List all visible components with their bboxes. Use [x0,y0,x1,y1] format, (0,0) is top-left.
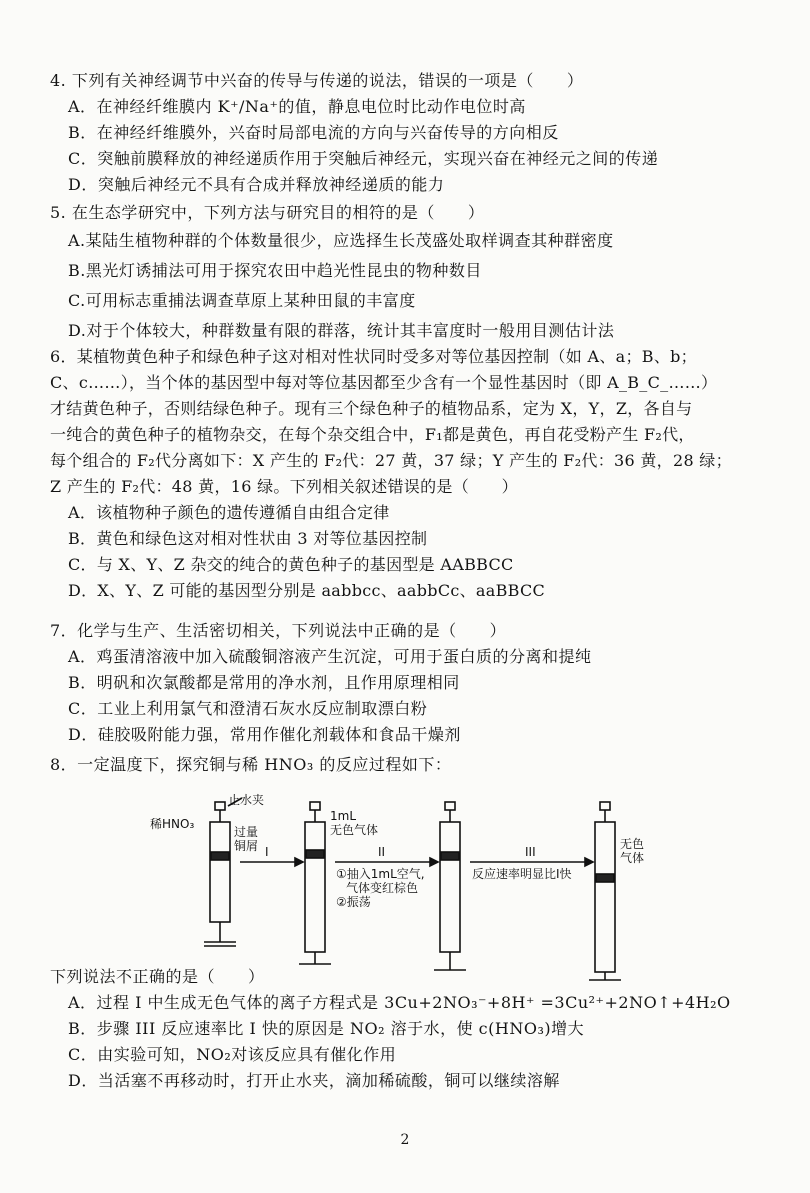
question-4-option-a: A．在神经纤维膜内 K⁺/Na⁺的值，静息电位时比动作电位时高 [68,97,526,116]
label-step-3-a: 反应速率明显比I快 [472,867,572,881]
label-step-3: III [525,845,536,859]
question-5 [50,200,770,344]
question-4-option-b: B．在神经纤维膜外，兴奋时局部电流的方向与兴奋传导的方向相反 [68,123,559,142]
question-5-option-a: A.某陆生植物种群的个体数量很少，应选择生长茂盛处取样调查其种群密度 [68,231,614,250]
question-6-line-5: 每个组合的 F₂代分离如下：X 产生的 F₂代：27 黄，37 绿；Y 产生的 F₂代：36 黄，28 绿； [50,451,732,470]
label-step-2-c: ②振荡 [336,895,371,909]
question-7-option-b: B．明矾和次氯酸都是常用的净水剂，且作用原理相同 [68,673,460,692]
question-8-option-c: C．由实验可知，NO₂对该反应具有催化作用 [68,1045,397,1064]
page-number: 2 [400,1132,410,1148]
question-6-option-a: A．该植物种子颜色的遗传遵循自由组合定律 [68,503,390,522]
label-final-1: 无色 [620,837,645,851]
label-clamp: 止水夹 [228,793,265,807]
question-7-stem: 7．化学与生产、生活密切相关，下列说法中正确的是（ ） [50,621,507,640]
question-8-prompt: 下列说法不正确的是（ ） [50,967,265,986]
question-8-option-d: D．当活塞不再移动时，打开止水夹，滴加稀硫酸，铜可以继续溶解 [68,1071,560,1090]
question-6 [50,344,770,604]
question-6-line-1: 6．某植物黄色种子和绿色种子这对相对性状同时受多对等位基因控制（如 A、a；B、b； [50,347,697,366]
label-step-2: II [378,845,386,859]
syringe-1 [204,798,242,946]
question-6-option-b: B．黄色和绿色这对相对性状由 3 对等位基因控制 [68,529,428,548]
label-step-2-b: 气体变红棕色 [346,881,419,895]
question-8-option-a: A．过程 I 中生成无色气体的离子方程式是 3Cu+2NO₃⁻+8H⁺ =3Cu²⁺+2NO↑+4H₂O [68,993,731,1012]
question-7-option-c: C．工业上利用氯气和澄清石灰水反应制取漂白粉 [68,699,428,718]
question-4 [50,68,770,198]
question-6-line-2: C、c……），当个体的基因型中每对等位基因都至少含有一个显性基因时（即 A_B_C_……） [50,373,718,392]
question-8-option-b: B．步骤 III 反应速率比 I 快的原因是 NO₂ 溶于水，使 c(HNO₃)增大 [68,1019,585,1038]
question-8-stem-block [50,752,770,778]
question-5-option-d: D.对于个体较大，种群数量有限的群落，统计其丰富度时一般用目测估计法 [68,321,615,340]
label-copper-1: 过量 [234,825,259,839]
question-6-line-4: 一纯合的黄色种子的植物杂交，在每个杂交组合中，F₁都是黄色，再自花受粉产生 F₂代， [50,425,695,444]
label-acid: 稀HNO₃ [150,817,195,831]
diagram-svg [140,792,700,982]
syringe-experiment-diagram [140,792,700,982]
question-8-stem: 8．一定温度下，探究铜与稀 HNO₃ 的反应过程如下： [50,755,452,774]
question-7 [50,618,770,748]
syringe-4 [589,802,621,980]
question-6-line-6: Z 产生的 F₂代：48 黄，16 绿。下列相关叙述错误的是（ ） [50,477,518,496]
question-6-line-3: 才结黄色种子，否则结绿色种子。现有三个绿色种子的植物品系，定为 X，Y，Z，各自与 [50,399,693,418]
question-4-stem: 4. 下列有关神经调节中兴奋的传导与传递的说法，错误的一项是（ ） [50,71,584,90]
question-7-option-a: A．鸡蛋清溶液中加入硫酸铜溶液产生沉淀，可用于蛋白质的分离和提纯 [68,647,592,666]
label-step-1: I [265,845,269,859]
question-4-option-c: C．突触前膜释放的神经递质作用于突触后神经元，实现兴奋在神经元之间的传递 [68,149,659,168]
syringe-2 [299,802,331,964]
question-6-option-d: D．X、Y、Z 可能的基因型分别是 aabbcc、aabbCc、aaBBCC [68,581,546,600]
question-5-stem: 5. 在生态学研究中，下列方法与研究目的相符的是（ ） [50,203,485,222]
question-6-option-c: C．与 X、Y、Z 杂交的纯合的黄色种子的基因型是 AABBCC [68,555,514,574]
label-gas-2: 无色气体 [330,823,379,837]
label-step-2-a: ①抽入1mL空气, [336,867,425,881]
question-8-options [50,964,770,1094]
syringe-3 [434,802,466,970]
question-5-option-b: B.黑光灯诱捕法可用于探究农田中趋光性昆虫的物种数目 [68,261,482,280]
label-copper-2: 铜屑 [234,839,259,853]
question-7-option-d: D．硅胶吸附能力强，常用作催化剂载体和食品干燥剂 [68,725,461,744]
label-final-2: 气体 [620,851,645,865]
question-4-option-d: D．突触后神经元不具有合成并释放神经递质的能力 [68,175,445,194]
label-gas-1: 1mL [330,809,357,823]
question-5-option-c: C.可用标志重捕法调查草原上某种田鼠的丰富度 [68,291,416,310]
